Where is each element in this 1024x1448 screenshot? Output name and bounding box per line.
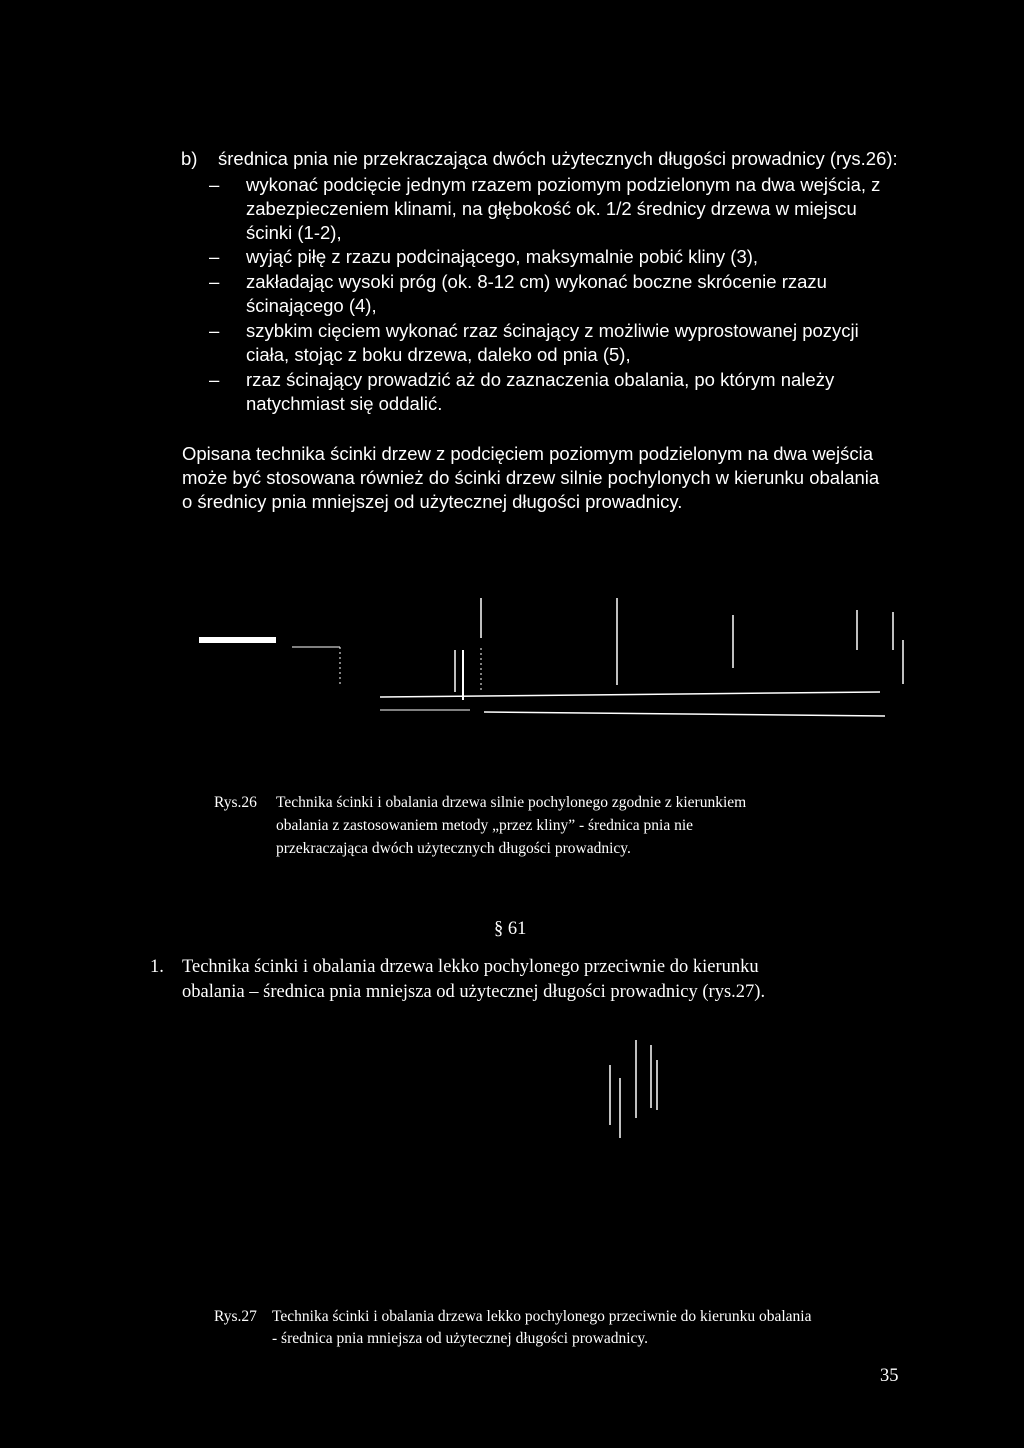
list-item-line: zabezpieczeniem klinami, na głębokość ok. 1/2 średnicy drzewa w miejscu (246, 198, 857, 219)
guide-bar (199, 637, 276, 643)
paragraph-line: o średnicy pnia mniejszej od użytecznej długości prowadnicy. (182, 491, 683, 512)
section-b-marker: b) (181, 148, 198, 169)
paragraph-mark: § 61 (494, 919, 527, 939)
ground-line (484, 712, 885, 716)
bullet-dash: – (209, 369, 220, 390)
paragraph-line: Opisana technika ścinki drzew z podcięciem poziomym podzielonym na dwa wejścia (182, 443, 873, 464)
figure-27-label: Rys.27 (214, 1308, 257, 1325)
figure-26-caption-line: Technika ścinki i obalania drzewa silnie pochylonego zgodnie z kierunkiem (276, 794, 747, 811)
list-item-line: ścinającego (4), (246, 295, 377, 316)
section-1-line: Technika ścinki i obalania drzewa lekko pochylonego przeciwnie do kierunku (182, 957, 759, 977)
paragraph-line: może być stosowana również do ścinki drzew silnie pochylonych w kierunku obalania (182, 467, 880, 488)
list-item-line: natychmiast się oddalić. (246, 393, 443, 414)
figure-26-caption-line: obalania z zastosowaniem metody „przez kliny” - średnica pnia nie (276, 817, 694, 834)
list-item-line: ścinki (1-2), (246, 222, 342, 243)
bullet-dash: – (209, 271, 220, 292)
bullet-dash: – (209, 174, 220, 195)
list-item-line: wyjąć piłę z rzazu podcinającego, maksymalnie pobić kliny (3), (246, 246, 759, 267)
list-item-line: wykonać podcięcie jednym rzazem poziomym podzielonym na dwa wejścia, z (246, 174, 881, 195)
list-item-line: szybkim cięciem wykonać rzaz ścinający z możliwie wyprostowanej pozycji (246, 320, 859, 341)
ground-line (380, 692, 880, 697)
bullet-dash: – (209, 320, 220, 341)
list-item-line: zakładając wysoki próg (ok. 8-12 cm) wykonać boczne skrócenie rzazu (246, 271, 827, 292)
section-1-number: 1. (150, 957, 164, 977)
figure-27-caption-line: Technika ścinki i obalania drzewa lekko pochylonego przeciwnie do kierunku obalania (272, 1308, 812, 1325)
list-item-line: rzaz ścinający prowadzić aż do zaznaczenia obalania, po którym należy (246, 369, 835, 390)
section-b-heading: średnica pnia nie przekraczająca dwóch użytecznych długości prowadnicy (rys.26): (218, 148, 898, 169)
section-1-line: obalania – średnica pnia mniejsza od użytecznej długości prowadnicy (rys.27). (182, 982, 766, 1002)
list-item-line: ciała, stojąc z boku drzewa, daleko od pnia (5), (246, 344, 631, 365)
figure-26-label: Rys.26 (214, 794, 257, 811)
bullet-dash: – (209, 246, 220, 267)
figure-27-caption-line: - średnica pnia mniejsza od użytecznej długości prowadnicy. (272, 1330, 649, 1347)
figure-26-caption-line: przekraczająca dwóch użytecznych długości prowadnicy. (276, 840, 631, 857)
page-number: 35 (880, 1366, 899, 1386)
